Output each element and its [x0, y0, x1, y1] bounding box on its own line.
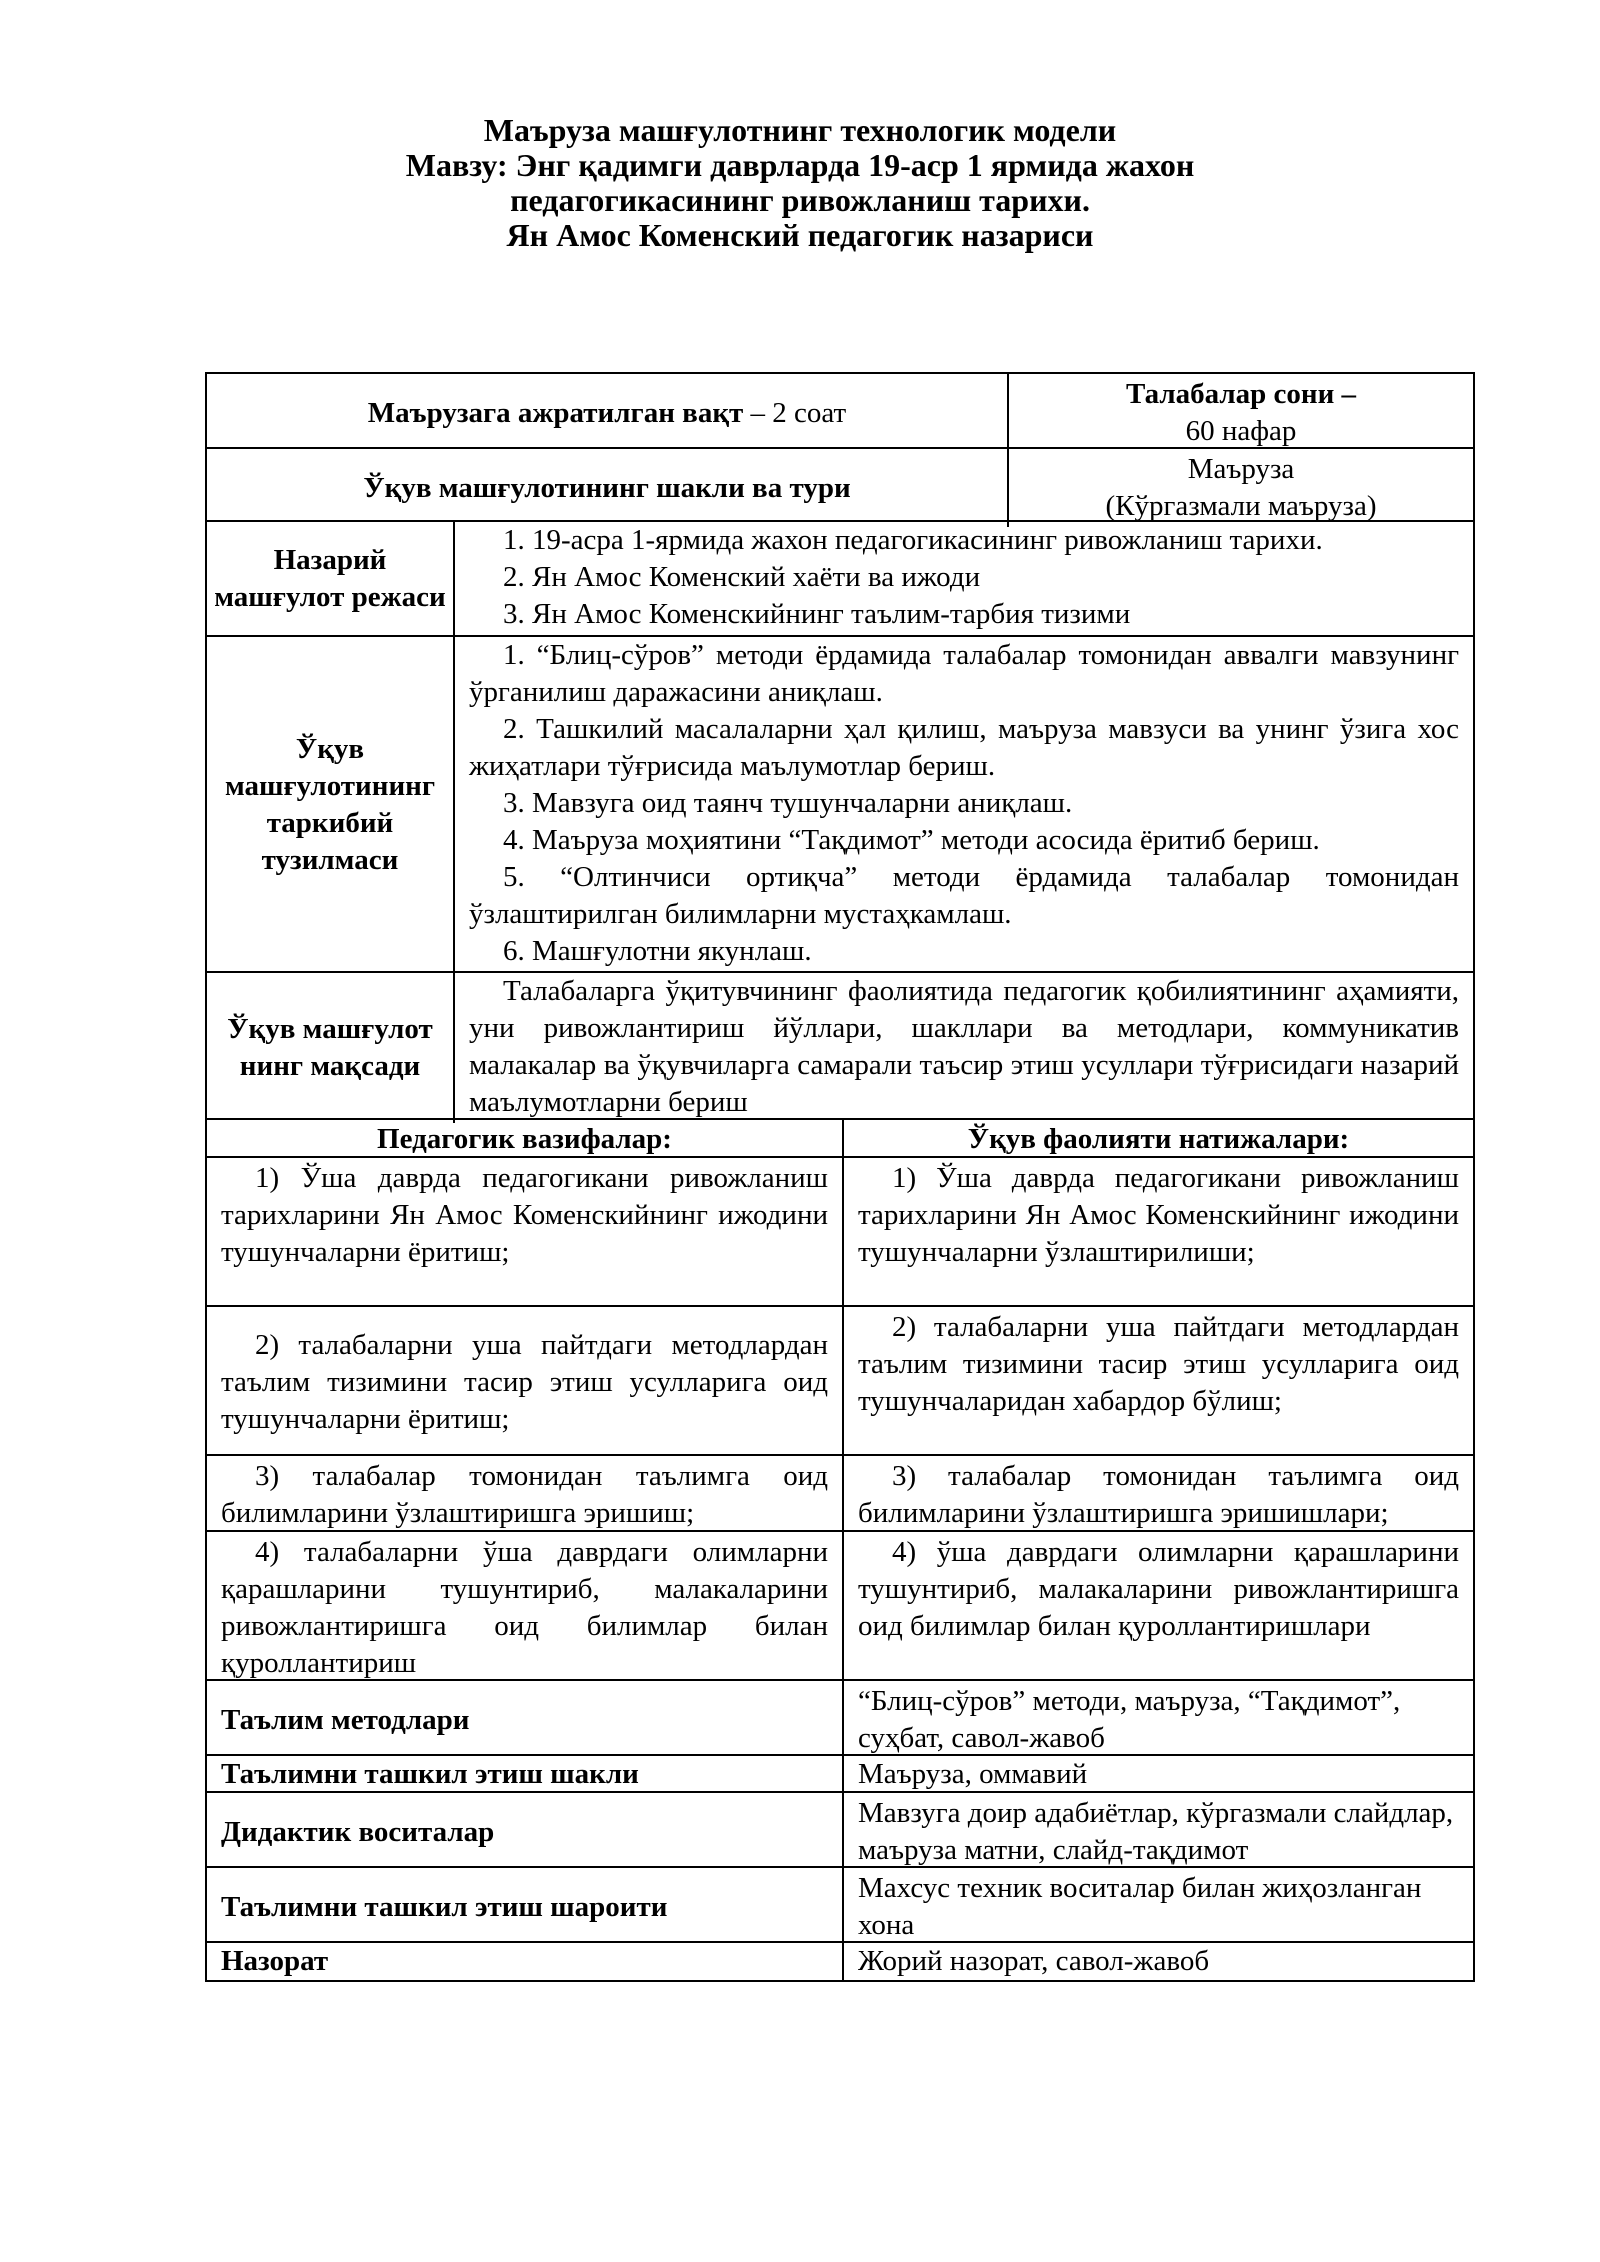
- form-org-row: [205, 1754, 1475, 1793]
- goal-row: [205, 971, 1475, 1120]
- title-line-2: Мавзу: Энг қадимги даврларда 19-аср 1 ярмида жахон: [405, 147, 1195, 183]
- goal-text: Талабаларга ўқитувчининг фаолиятида педагогик қобилиятининг аҳамияти, уни ривожлантириш йўллари, шакллари ва методлари, коммуникатив малакалар ва ўқувчиларга самарали таъсир этиш усуллари тўғрисидаги назарий маълумотларни бериш: [453, 973, 1473, 1123]
- plan-item: 1. 19-асра 1-ярмида жахон педагогикасининг ривожланиш тарихи.: [503, 524, 1323, 556]
- form-value-2: (Кўргазмали маъруза): [1105, 490, 1377, 522]
- plan-list: [453, 522, 1473, 635]
- structure-list: [453, 637, 1473, 972]
- plan-item: 2. Ян Амос Коменский хаёти ва ижоди: [503, 561, 981, 593]
- time-value: – 2 соат: [743, 396, 847, 429]
- form-row: [205, 447, 1475, 522]
- time-row: [205, 372, 1475, 449]
- structure-item: 5. “Олтинчиси ортиқча” методи ёрдамида талабалар томонидан ўзлаштирилган билимларни мустаҳкамлаш.: [469, 861, 1459, 930]
- conditions-label: Таълимни ташкил этиш шароити: [221, 1890, 668, 1923]
- time-label: Маърузага ажратилган вақт: [367, 396, 744, 429]
- title-line-4: Ян Амос Коменский педагогик назариси: [506, 217, 1094, 253]
- tasks-header: Педагогик вазифалар:: [377, 1123, 672, 1155]
- result-text: 2) талабаларни уша пайтдаги методлардан таълим тизимини тасир этиш усулларига оид тушунчаларидан хабардор бўлиш;: [842, 1307, 1473, 1454]
- means-row: [205, 1791, 1475, 1868]
- structure-item: 6. Машғулотни якунлаш.: [503, 935, 812, 967]
- structure-row: [205, 635, 1475, 973]
- goal-label: Ўқув машғулот нинг мақсади: [227, 1013, 433, 1082]
- conditions-row: [205, 1866, 1475, 1943]
- form-value-cell: [1007, 449, 1473, 527]
- methods-value: “Блиц-сўров” методи, маъруза, “Тақдимот”, суҳбат, савол-жавоб: [842, 1681, 1473, 1759]
- result-text: 4) ўша даврдаги олимларни қарашларини тушунтириб, малакаларини ривожлантиришга оид билимлар билан қуроллантиришлари: [842, 1532, 1473, 1684]
- lecture-model-table: [205, 374, 1475, 1982]
- task-text: 4) талабаларни ўша даврдаги олимларни қарашларини тушунтириб, малакаларини ривожлантиришга оид билимлар билан қуроллантириш: [221, 1536, 828, 1679]
- means-label: Дидактик воситалар: [221, 1815, 495, 1848]
- conditions-value: Махсус техник воситалар билан жиҳозланган хона: [842, 1868, 1473, 1946]
- means-value: Мавзуга доир адабиётлар, кўргазмали слайдлар, маъруза матни, слайд-тақдимот: [842, 1793, 1473, 1871]
- methods-label: Таълим методлари: [221, 1703, 470, 1736]
- result-text: 3) талабалар томонидан таълимга оид билимларини ўзлаштиришга эришишлари;: [842, 1456, 1473, 1534]
- methods-row: [205, 1679, 1475, 1756]
- document-title: [0, 113, 1600, 253]
- task-row: [205, 1530, 1475, 1681]
- form-value-1: Маъруза: [1187, 453, 1295, 485]
- students-label: Талабалар сони –: [1125, 378, 1357, 410]
- task-row: [205, 1454, 1475, 1532]
- task-row: [205, 1156, 1475, 1307]
- title-line-1: Маъруза машғулотнинг технологик модели: [483, 112, 1117, 148]
- time-cell: [207, 374, 1007, 452]
- task-text: 2) талабаларни уша пайтдаги методлардан таълим тизимини тасир этиш усулларига оид тушунчаларни ёритиш;: [221, 1329, 828, 1435]
- students-cell: [1007, 374, 1473, 452]
- result-text: 1) Ўша даврда педагогикани ривожланиш тарихларини Ян Амос Коменскийнинг ижодини тушунчаларни ўзлаштирилиши;: [842, 1158, 1473, 1305]
- form-label: Ўқув машғулотининг шакли ва тури: [363, 471, 851, 504]
- task-row: [205, 1305, 1475, 1456]
- structure-item: 2. Ташкилий масалаларни ҳал қилиш, маъруза мавзуси ва унинг ўзига хос жиҳатлари тўғрисида маълумотлар бериш.: [469, 713, 1459, 782]
- structure-item: 3. Мавзуга оид таянч тушунчаларни аниқлаш.: [503, 787, 1073, 819]
- structure-item: 4. Маъруза моҳиятини “Тақдимот” методи асосида ёритиб бериш.: [503, 824, 1320, 856]
- control-label: Назорат: [221, 1945, 329, 1977]
- students-value: 60 нафар: [1185, 415, 1297, 447]
- plan-label: Назарий машғулот режаси: [214, 543, 446, 613]
- plan-row: [205, 520, 1475, 637]
- title-line-3: педагогикасининг ривожланиш тарихи.: [510, 182, 1090, 218]
- control-row: [205, 1941, 1475, 1982]
- results-header: Ўқув фаолияти натижалари:: [842, 1120, 1473, 1158]
- structure-item: 1. “Блиц-сўров” методи ёрдамида талабалар томонидан аввалги мавзунинг ўрганилиш даражасини аниқлаш.: [469, 639, 1459, 708]
- task-text: 1) Ўша даврда педагогикани ривожланиш тарихларини Ян Амос Коменскийнинг ижодини тушунчаларни ёритиш;: [221, 1162, 828, 1268]
- form-org-label: Таълимни ташкил этиш шакли: [221, 1758, 639, 1790]
- task-text: 3) талабалар томонидан таълимга оид билимларини ўзлаштиришга эришиш;: [221, 1460, 828, 1529]
- structure-label: Ўқув машғулотининг таркибий тузилмаси: [224, 732, 436, 876]
- form-org-value: Маъруза, оммавий: [842, 1756, 1473, 1793]
- plan-item: 3. Ян Амос Коменскийнинг таълим-тарбия тизими: [503, 598, 1131, 630]
- tasks-header-row: [205, 1118, 1475, 1158]
- control-value: Жорий назорат, савол-жавоб: [842, 1943, 1473, 1980]
